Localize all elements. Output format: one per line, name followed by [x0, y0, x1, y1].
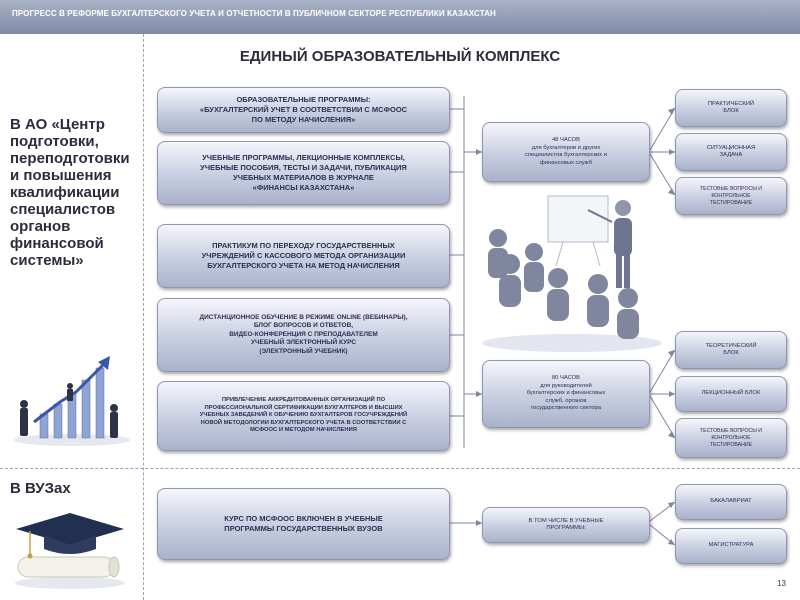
tests-label-80: ТЕСТОВЫЕ ВОПРОСЫ И КОНТРОЛЬНОЕ ТЕСТИРОВАНИЕ [699, 427, 763, 448]
program-box-label: ПРИВЛЕЧЕНИЕ АККРЕДИТОВАННЫХ ОРГАНИЗАЦИЙ ПО ПРОФЕССИОНАЛЬНОЙ СЕРТИФИКАЦИИ БУХГАЛТЕРОВ И ВЫСШИХ УЧЕБНЫХ ЗАВЕДЕНИЙ К ОБУЧЕНИЮ БУХГАЛТЕРОВ ГОСУЧРЕЖДЕНИЙ НОВОЙ МЕТОДОЛОГИИ БУХГАЛТЕРСКОГО УЧЕТА В СООТВЕТСТВИИ С МСФООС И МЕТОДОМ НАЧИСЛЕНИЯ [199, 397, 408, 434]
program-box-label: УЧЕБНЫЕ ПРОГРАММЫ, ЛЕКЦИОННЫЕ КОМПЛЕКСЫ, УЧЕБНЫЕ ПОСОБИЯ, ТЕСТЫ И ЗАДАЧИ, ПУБЛИКАЦИЯ УЧЕБНЫХ МАТЕРИАЛОВ В ЖУРНАЛЕ «ФИНАНСЫ КАЗАХСТАНА» [200, 153, 407, 192]
master-label: МАГИСТРАТУРА [708, 542, 754, 549]
tests-label-48: ТЕСТОВЫЕ ВОПРОСЫ И КОНТРОЛЬНОЕ ТЕСТИРОВАНИЕ [699, 185, 763, 206]
university-programs-label: В ТОМ ЧИСЛЕ В УЧЕБНЫЕ ПРОГРАММЫ: [528, 517, 604, 531]
lecture-block-label: ЛЕКЦИОННЫЙ БЛОК [701, 390, 761, 397]
hours-80-label: 80 ЧАСОВ для руководителей бухгалтерских и финансовых служб, органов государственного сектора [526, 375, 606, 412]
bachelor-box [675, 484, 787, 520]
practical-block-box [675, 89, 787, 127]
bachelor-label: БАКАЛАВРИАТ [710, 498, 752, 505]
hours-48-box [482, 122, 650, 182]
theoretical-block-label: ТЕОРЕТИЧЕСКИЙ БЛОК [705, 342, 757, 356]
university-course-box [157, 488, 450, 560]
program-box-educational [157, 87, 450, 133]
side-label-center: В АО «Центр подготовки, переподготовки и повышения квалификации специалистов органов финансовой системы» [10, 116, 130, 269]
lecture-block-box [675, 376, 787, 412]
university-programs-box [482, 507, 650, 543]
practical-block-label: ПРАКТИЧЕСКИЙ БЛОК [707, 100, 755, 114]
program-box-accreditation [157, 381, 450, 451]
program-box-curricula [157, 141, 450, 205]
situational-task-label: СИТУАЦИОННАЯ ЗАДАЧА [706, 144, 756, 158]
hours-80-box [482, 360, 650, 428]
page-number: 13 [777, 579, 786, 588]
classroom-illustration [478, 188, 666, 353]
header-title: ПРОГРЕСС В РЕФОРМЕ БУХГАЛТЕРСКОГО УЧЕТА И ОТЧЕТНОСТИ В ПУБЛИЧНОМ СЕКТОРЕ РЕСПУБЛИКИ КАЗАХСТАН [12, 9, 496, 18]
program-box-label: ДИСТАНЦИОННОЕ ОБУЧЕНИЕ В РЕЖИМЕ ONLINE (ВЕБИНАРЫ), БЛОГ ВОПРОСОВ И ОТВЕТОВ, ВИДЕО-КОНФЕРЕНЦИЯ С ПРЕПОДАВАТЕЛЕМ УЧЕБНЫЙ ЭЛЕКТРОННЫЙ КУРС (ЭЛЕКТРОННЫЙ УЧЕБНИК) [199, 313, 408, 355]
university-course-label: КУРС ПО МСФООС ВКЛЮЧЕН В УЧЕБНЫЕ ПРОГРАММЫ ГОСУДАРСТВЕННЫХ ВУЗОВ [224, 514, 383, 533]
hours-48-label: 48 ЧАСОВ для бухгалтеров и других специалистов бухгалтерских и финансовых служб [524, 137, 608, 166]
growth-chart-illustration [10, 352, 135, 447]
program-box-label: ПРАКТИКУМ ПО ПЕРЕХОДУ ГОСУДАРСТВЕННЫХ УЧРЕЖДЕНИЙ С КАССОВОГО МЕТОДА ОРГАНИЗАЦИИ БУХГАЛТЕРСКОГО УЧЕТА НА МЕТОД НАЧИСЛЕНИЯ [201, 241, 406, 270]
situational-task-box [675, 133, 787, 171]
program-box-practicum [157, 224, 450, 288]
theoretical-block-box [675, 331, 787, 369]
tests-box-48 [675, 177, 787, 215]
tests-box-80 [675, 418, 787, 458]
program-box-label: ОБРАЗОВАТЕЛЬНЫЕ ПРОГРАММЫ: «БУХГАЛТЕРСКИЙ УЧЕТ В СООТВЕТСТВИИ С МСФООС ПО МЕТОДУ НАЧИСЛЕНИЯ» [199, 95, 408, 124]
program-box-distance-learning [157, 298, 450, 372]
graduation-cap-illustration [10, 505, 130, 590]
master-box [675, 528, 787, 564]
main-title: ЕДИНЫЙ ОБРАЗОВАТЕЛЬНЫЙ КОМПЛЕКС [239, 48, 561, 65]
side-label-universities: В ВУЗах [10, 480, 71, 497]
